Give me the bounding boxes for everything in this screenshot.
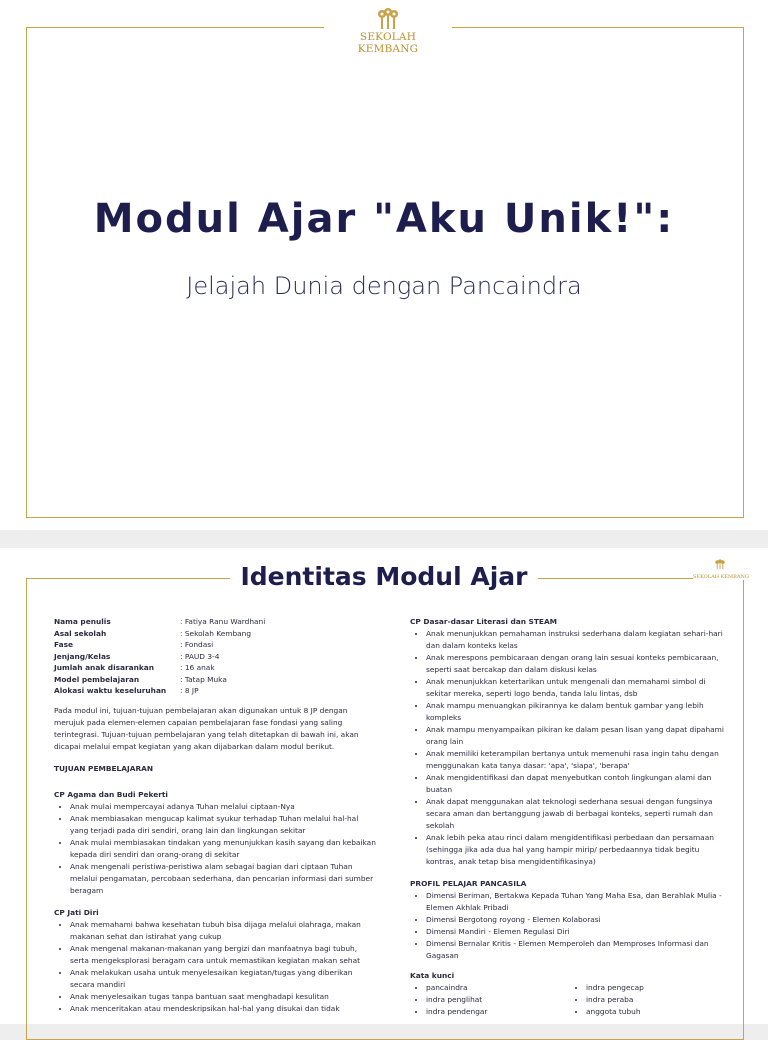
list-item: • Anak membiasakan mengucap kalimat syukur terhadap Tuhan melalui hal-hal yang terjadi pada diri sendiri, orang lain dan lingkungan sekitar <box>70 813 376 837</box>
profil-heading: PROFIL PELAJAR PANCASILA <box>410 879 527 888</box>
right-column <box>410 616 730 1018</box>
brand-name-small: SEKOLAH KEMBANG <box>693 574 749 580</box>
identity-row: Jumlah anak disarankan : 16 anak <box>54 663 215 672</box>
kata-kunci-lists <box>410 982 730 1018</box>
list-item: • Dimensi Bernalar Kritis - Elemen Memperoleh dan Memproses Informasi dan Gagasan <box>426 938 730 962</box>
list-item: • Anak mulai membiasakan tindakan yang menunjukkan kasih sayang dan kebaikan kepada diri sendiri dan orang-orang di sekitar <box>70 837 376 861</box>
list-item: • Anak merespons pembicaraan dengan orang lain sesuai konteks pembicaraan, seperti saat bercakap dan dalam diskusi kelas <box>426 652 730 676</box>
list-item: • Anak menceritakan atau mendeskripsikan hal-hal yang disukai dan tidak <box>70 1003 376 1015</box>
cp-literasi-heading: CP Dasar-dasar Literasi dan STEAM <box>410 617 558 626</box>
list-item: • Anak menunjukkan ketertarikan untuk mengenali dan memahami simbol di sekitar mereka, seperti logo benda, tanda lalu lintas, dsb <box>426 676 730 700</box>
list-item: • Anak memiliki keterampilan bertanya untuk memenuhi rasa ingin tahu dengan menggunakan kata tanya dasar: 'apa', 'siapa', 'berapa' <box>426 748 730 772</box>
list-item: • indra penglihat <box>426 994 570 1006</box>
list-item: • Dimensi Beriman, Bertakwa Kepada Tuhan Yang Maha Esa, dan Berahlak Mulia - Elemen Akhlak Pribadi <box>426 890 730 914</box>
identity-row: Fase : Fondasi <box>54 640 214 649</box>
list-item: • Dimensi Mandiri - Elemen Regulasi Diri <box>426 926 730 938</box>
profil-list <box>410 890 730 962</box>
cp-agama-list <box>54 801 376 897</box>
list-item: • Anak memahami bahwa kesehatan tubuh bisa dijaga melalui olahraga, makan makanan sehat dan istirahat yang cukup <box>70 919 376 943</box>
list-item: • Anak mampu menuangkan pikirannya ke dalam bentuk gambar yang lebih kompleks <box>426 700 730 724</box>
list-item: • anggota tubuh <box>586 1006 730 1018</box>
left-column <box>54 616 376 1015</box>
list-item: • Anak menyelesaikan tugas tanpa bantuan saat menghadapi kesulitan <box>70 991 376 1003</box>
kata-kunci-col2 <box>570 982 730 1018</box>
list-item: • pancaindra <box>426 982 570 994</box>
list-item: • Anak mengidentifikasi dan dapat menyebutkan contoh lingkungan alami dan buatan <box>426 772 730 796</box>
list-item: • Anak mampu menyampaikan pikiran ke dalam pesan lisan yang dapat dipahami orang lain <box>426 724 730 748</box>
flower-logo-icon <box>373 8 403 30</box>
identity-page <box>0 548 768 1024</box>
intro-paragraph: Pada modul ini, tujuan-tujuan pembelajaran akan digunakan untuk 8 JP dengan merujuk pada elemen-elemen capaian pembelajaran fase fondasi yang saling terintegrasi. Tujuan-tujuan pembelajaran yang telah ditetapkan di bawah ini, akan dicapai melalui empat kegiatan yang akan dijabarkan dalam modul berikut. <box>54 705 359 751</box>
module-title: Modul Ajar "Aku Unik!": <box>93 196 675 242</box>
module-subtitle: Jelajah Dunia dengan Pancaindra <box>186 272 582 300</box>
list-item: • Anak lebih peka atau rinci dalam mengidentifikasi perbedaan dan persamaan (sehingga jika ada dua hal yang hampir mirip/ perbedaannya tidak begitu kontras, anak tetap bisa mengidentifikasinya) <box>426 832 730 868</box>
identity-table <box>54 616 376 697</box>
list-item: • Anak mulai mempercayai adanya Tuhan melalui ciptaan-Nya <box>70 801 376 813</box>
identity-row: Alokasi waktu keseluruhan : 8 JP <box>54 686 199 695</box>
cover-logo <box>324 8 452 55</box>
cp-agama-heading: CP Agama dan Budi Pekerti <box>54 789 168 799</box>
tujuan-heading: TUJUAN PEMBELAJARAN <box>54 763 154 773</box>
cp-jati-diri-heading: CP Jati Diri <box>54 907 99 917</box>
cp-literasi-list <box>410 628 730 868</box>
list-item: • Anak menunjukkan pemahaman instruksi sederhana dalam kegiatan sehari-hari dan dalam konteks kelas <box>426 628 730 652</box>
identity-row: Jenjang/Kelas : PAUD 3-4 <box>54 651 220 661</box>
identity-logo <box>693 555 747 580</box>
identity-row: Model pembelajaran : Tatap Muka <box>54 674 227 684</box>
list-item: • Anak dapat menggunakan alat teknologi sederhana sesuai dengan fungsinya secara aman dan bertanggung jawab di berbagai konteks, seperti rumah dan sekolah <box>426 796 730 832</box>
list-item: • Dimensi Bergotong royong - Elemen Kolaborasi <box>426 914 730 926</box>
identity-title: Identitas Modul Ajar <box>240 562 528 591</box>
cp-jati-diri-list <box>54 919 376 1015</box>
list-item: • indra pendengar <box>426 1006 570 1018</box>
brand-name: SEKOLAH KEMBANG <box>357 31 419 55</box>
kata-kunci-heading: Kata kunci <box>410 971 455 980</box>
list-item: • indra pengecap <box>586 982 730 994</box>
list-item: • Anak mengenali peristiwa-peristiwa alam sebagai bagian dari ciptaan Tuhan melalui pengamatan, percobaan sederhana, dan pencarian informasi dari sumber beragam <box>70 861 376 897</box>
list-item: • Anak mengenal makanan-makanan yang bergizi dan manfaatnya bagi tubuh, serta mengeksplorasi beragam cara untuk memastikan kegiatan makan sehat <box>70 943 376 967</box>
flower-logo-icon <box>713 559 727 570</box>
identity-row: Nama penulis : Fatiya Ranu Wardhani <box>54 617 266 626</box>
list-item: • Anak melakukan usaha untuk menyelesaikan kegiatan/tugas yang diberikan secara mandiri <box>70 967 376 991</box>
identity-title-wrap <box>230 562 538 591</box>
kata-kunci-col1 <box>410 982 570 1018</box>
list-item: • indra peraba <box>586 994 730 1006</box>
identity-row: Asal sekolah : Sekolah Kembang <box>54 628 252 638</box>
